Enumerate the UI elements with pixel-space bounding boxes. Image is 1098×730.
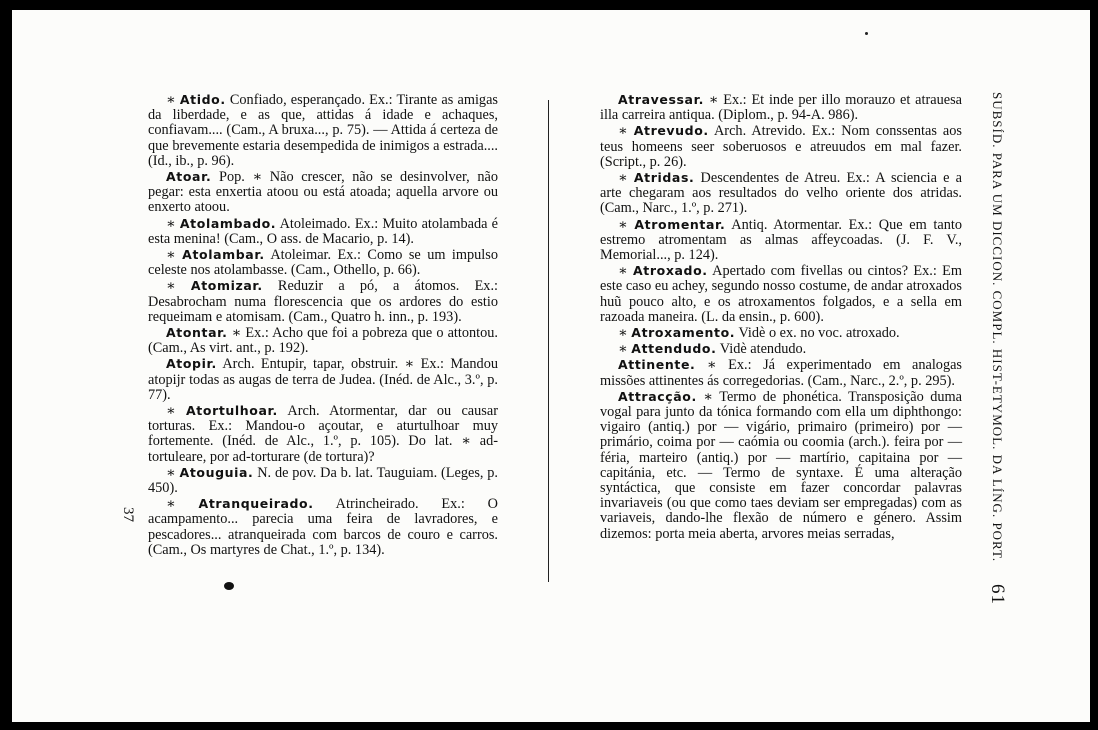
entry: ∗ Atrevudo. Arch. Atrevido. Ex.: Nom conssentas aos teus homeens seer soberuosos e atreuudos em mal fazer. (Script., p. 26). xyxy=(600,123,962,170)
page-number: 61 xyxy=(987,584,1008,606)
entry: Attracção. ∗ Termo de phonética. Transposição duma vogal para junto da tónica formando com ella um diphthongo: vigairo (antiq.) por — vigário, primairo (primeiro) por — primário, coima por — caómia ou coomia (arch.). feira por — féria, marteiro (antiq.) por — martírio, capitaina por — capitánia, etc. — Termo de syntaxe. É uma alteração syntáctica, que consiste em fazer concordar palavras invariaveis (ou que como taes deviam ser empregadas) com as variaveis, dando-lhe flexão de número e género. Assim dizemos: porta meia aberta, arvores meias serradas, xyxy=(600,388,963,542)
column-divider xyxy=(548,100,549,582)
right-column xyxy=(600,92,962,542)
entry: ∗ Atroxado. Apertado com fivellas ou cintos? Ex.: Em este caso eu achey, segundo nosso costume, de andar atroxados huũ pouco alto, e os atroxamentos folgados, e a sella em razoada maneira. (L. da ensin., p. 600). xyxy=(600,263,962,325)
entry: ∗ Atido. Confiado, esperançado. Ex.: Tirante as amigas da liberdade, e as que, attidas á idade e achaques, confiavam.... (Cam., A bruxa..., p. 75). — Attida á certeza de que brevemente estaria desempedida de inimigos a estrada.... (Id., ib., p. 96). xyxy=(148,92,498,169)
entry: Attinente. ∗ Ex.: Já experimentado em analogas missões attinentes ás corregedorias. (Cam., Narc., 2.º, p. 295). xyxy=(600,357,962,389)
ink-speck xyxy=(865,32,868,35)
left-column xyxy=(148,92,498,558)
entry: Atravessar. ∗ Ex.: Et inde per illo morauzo et atrauesa illa carreira antiqua. (Diplom., p. 94-A. 986). xyxy=(600,92,962,124)
entry: ∗ Atolambar. Atoleimar. Ex.: Como se um impulso celeste nos atolambasse. (Cam., Othello, p. 66). xyxy=(148,247,498,279)
header-title: SUBSÍD. PARA UM DICCION. COMPL. HIST-ETYMOL. DA LÍNG. PORT. xyxy=(990,92,1005,563)
entry: ∗ Attendudo. Vidè atendudo. xyxy=(618,341,807,358)
running-header xyxy=(984,92,1008,606)
entry: ∗ Atranqueirado. Atrincheirado. Ex.: O acampamento... parecia uma feira de lavradores, e pescadores... atranqueirada com barcos de couro e carros. (Cam., Os martyres de Chat., 1.º, p. 134). xyxy=(148,496,499,558)
entry: Atontar. ∗ Ex.: Acho que foi a pobreza que o attontou. (Cam., As virt. ant., p. 192). xyxy=(148,325,499,357)
ink-blot xyxy=(224,582,234,590)
entry: ∗ Atomizar. Reduzir a pó, a átomos. Ex.: Desabrocham numa florescencia que os ardores do estio requeimam e atomisam. (Cam., Quatro h. inn., p. 193). xyxy=(148,278,499,325)
entry: ∗ Atromentar. Antiq. Atormentar. Ex.: Que em tanto estremo atromentam as almas affeycoadas. (J. F. V., Memorial..., p. 124). xyxy=(600,216,962,264)
entry: ∗ Atridas. Descendentes de Atreu. Ex.: A sciencia e a arte chegaram aos resultados do velho oriente dos atridas. (Cam., Narc., 1.º, p. 271). xyxy=(600,170,963,217)
entry: ∗ Atouguia. N. de pov. Da b. lat. Tauguiam. (Leges, p. 450). xyxy=(148,464,499,497)
entry: ∗ Atroxamento. Vidè o ex. no voc. atroxado. xyxy=(618,325,900,342)
entry: ∗ Atortulhoar. Arch. Atormentar, dar ou causar torturas. Ex.: Mandou-o açoutar, e aturtulhoar muy fortemente. (Inéd. de Alc., 1.º, p. 105). Do lat. ∗ ad-tortuleare, por ad-torturare (de tortura)? xyxy=(148,403,498,465)
entry: Atopir. Arch. Entupir, tapar, obstruir. ∗ Ex.: Mandou atopijr todas as augas de terra de Judea. (Inéd. de Alc., 3.º, p. 77). xyxy=(148,356,498,403)
entry: ∗ Atolambado. Atoleimado. Ex.: Muito atolambada é esta menina! (Cam., O ass. de Macario, p. 14). xyxy=(148,215,498,247)
entry: Atoar. Pop. ∗ Não crescer, não se desinvolver, não pegar: esta enxertia atoou ou está atoada; aquella arvore ou enxerto atoou. xyxy=(148,169,498,216)
left-page-number: 37 xyxy=(120,507,136,522)
